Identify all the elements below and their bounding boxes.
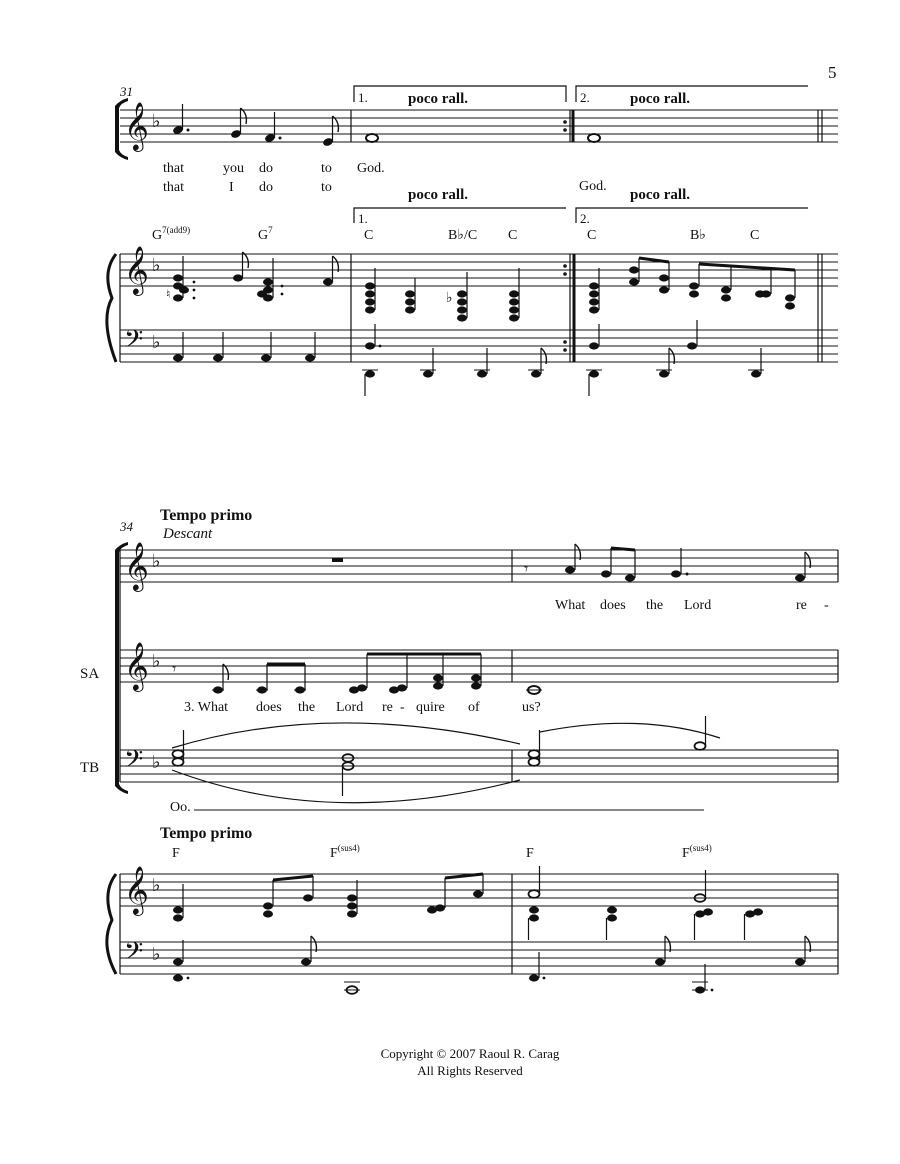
flat-key-signature-icon: ♭ bbox=[152, 752, 161, 773]
whole-note bbox=[526, 686, 542, 694]
chord-symbol: C bbox=[364, 228, 374, 243]
slur bbox=[172, 723, 520, 748]
chord-symbol: $F^{(sus4)}$ bbox=[330, 843, 360, 861]
tb-lyric-oo: Oo. bbox=[170, 800, 191, 815]
sa-lyrics bbox=[184, 700, 541, 715]
chord-symbol: C bbox=[750, 228, 760, 243]
lyric-syllable: of bbox=[468, 700, 480, 715]
staff-label-tb: TB bbox=[80, 760, 100, 776]
half-note-chord bbox=[529, 730, 540, 766]
chord-symbol: C bbox=[508, 228, 518, 243]
tempo-primo-marking: Tempo primo bbox=[160, 825, 253, 842]
bass-clef-icon: 𝄢 bbox=[124, 745, 144, 780]
piano-chord bbox=[257, 258, 283, 302]
note bbox=[601, 570, 611, 577]
chord-symbol: $G^{7(add9)}$ bbox=[152, 225, 191, 243]
lyric-hyphen: - bbox=[824, 598, 829, 613]
piano-beamed-chords bbox=[629, 258, 669, 294]
tb-staff bbox=[120, 716, 838, 803]
poco-rall-marking: poco rall. bbox=[630, 187, 690, 203]
lyric-syllable: Lord bbox=[684, 598, 712, 613]
lyric-hyphen: - bbox=[400, 700, 405, 715]
lyric-syllable: to bbox=[321, 161, 332, 176]
lyric-syllable: us? bbox=[522, 700, 541, 715]
piano-note bbox=[323, 256, 338, 286]
descant-lyrics bbox=[555, 598, 829, 613]
piano-note bbox=[233, 252, 248, 282]
lyric-syllable: re bbox=[796, 598, 807, 613]
descant-staff bbox=[120, 541, 838, 592]
lyric-syllable: the bbox=[298, 700, 316, 715]
piano-staff-1 bbox=[107, 245, 838, 396]
lyric-syllable: that bbox=[163, 161, 184, 176]
poco-rall-marking: poco rall. bbox=[630, 91, 690, 107]
lyric-syllable: quire bbox=[416, 700, 445, 715]
eighth-rest-icon: 𝄾 bbox=[524, 559, 529, 578]
copyright-notice: Copyright © 2007 Raoul R. Carag bbox=[380, 1046, 560, 1061]
lyric-syllable: God. bbox=[357, 161, 385, 176]
ending-1-label: 1. bbox=[358, 90, 368, 105]
note bbox=[795, 574, 805, 581]
descant-label: Descant bbox=[163, 526, 213, 542]
flat-key-signature-icon: ♭ bbox=[152, 111, 161, 132]
system-1 bbox=[107, 84, 838, 396]
note bbox=[565, 566, 575, 573]
half-note-chord bbox=[343, 754, 354, 796]
beamed-notes bbox=[256, 664, 306, 694]
piano-chord bbox=[446, 272, 467, 322]
lyric-syllable: God. bbox=[579, 179, 607, 194]
piano-chord bbox=[589, 268, 599, 314]
chord-symbol: C bbox=[587, 228, 597, 243]
flat-key-signature-icon: ♭ bbox=[152, 944, 161, 965]
chord-symbols-2 bbox=[172, 843, 712, 861]
note bbox=[264, 112, 281, 143]
lyric-syllable: does bbox=[256, 700, 282, 715]
slur bbox=[540, 723, 720, 738]
lyric-syllable: 3. What bbox=[184, 700, 229, 715]
treble-clef-icon: 𝄞 bbox=[124, 101, 149, 150]
measure-number-31: 31 bbox=[120, 84, 133, 99]
piano-chord bbox=[405, 278, 415, 314]
lyric-syllable: Lord bbox=[336, 700, 364, 715]
note bbox=[671, 570, 681, 577]
chord-symbol: B♭ bbox=[690, 228, 706, 243]
lyric-syllable: to bbox=[321, 180, 332, 195]
poco-rall-marking: poco rall. bbox=[408, 187, 468, 203]
flat-key-signature-icon: ♭ bbox=[152, 332, 161, 353]
eighth-rest-icon: 𝄾 bbox=[172, 659, 177, 678]
flat-key-signature-icon: ♭ bbox=[152, 551, 161, 572]
ending-2-label: 2. bbox=[580, 90, 590, 105]
note bbox=[212, 664, 228, 694]
chord-symbol: $F^{(sus4)}$ bbox=[682, 843, 712, 861]
bass-octave bbox=[362, 324, 381, 396]
poco-rall-marking: poco rall. bbox=[408, 91, 468, 107]
bass-octave bbox=[586, 324, 602, 396]
piano-beamed-chords bbox=[689, 264, 795, 310]
lyric-syllable: does bbox=[600, 598, 626, 613]
piano-chord bbox=[509, 268, 519, 322]
lyric-syllable: re bbox=[382, 700, 393, 715]
bass-note bbox=[213, 354, 223, 361]
lyric-syllable: I bbox=[229, 180, 234, 195]
measure-number-34: 34 bbox=[120, 519, 133, 534]
treble-clef-icon: 𝄞 bbox=[124, 641, 149, 690]
svg-text:♭: ♭ bbox=[446, 290, 453, 306]
svg-text:♮: ♮ bbox=[166, 287, 171, 301]
chord-symbol: B♭/C bbox=[448, 228, 478, 243]
ending-2-label: 2. bbox=[580, 211, 590, 226]
lyric-syllable: you bbox=[223, 161, 244, 176]
system-2 bbox=[80, 507, 838, 994]
bass-chord bbox=[173, 940, 189, 982]
sa-staff bbox=[120, 641, 838, 694]
whole-note bbox=[366, 134, 378, 142]
note bbox=[172, 104, 189, 135]
piano-chord bbox=[166, 256, 195, 302]
chord-symbol: $G^7$ bbox=[258, 225, 273, 243]
flat-key-signature-icon: ♭ bbox=[152, 651, 161, 672]
piano-voicing bbox=[529, 866, 764, 940]
piano-chord bbox=[347, 880, 357, 918]
piano-chord bbox=[365, 268, 375, 314]
page-number: 5 bbox=[828, 63, 837, 82]
bass-clef-icon: 𝄢 bbox=[124, 325, 144, 360]
piano-staff-2 bbox=[107, 865, 838, 994]
ending-brackets-voice bbox=[354, 86, 808, 107]
treble-clef-icon: 𝄞 bbox=[124, 245, 149, 294]
lyric-syllable: do bbox=[259, 161, 273, 176]
lyrics-verse-2 bbox=[163, 179, 607, 195]
ending-1-label: 1. bbox=[358, 211, 368, 226]
voice-staff-1 bbox=[120, 101, 838, 152]
rights-notice: All Rights Reserved bbox=[417, 1063, 523, 1078]
treble-clef-icon: 𝄞 bbox=[124, 865, 149, 914]
bass-note bbox=[261, 354, 271, 361]
whole-rest-icon bbox=[332, 558, 343, 562]
chord-symbol: F bbox=[526, 846, 534, 861]
tempo-primo-marking: Tempo primo bbox=[160, 507, 253, 524]
lyric-syllable: do bbox=[259, 180, 273, 195]
chord-symbols-1 bbox=[152, 225, 759, 243]
bass-note bbox=[305, 354, 315, 361]
chord-symbol: F bbox=[172, 846, 180, 861]
lyric-syllable: that bbox=[163, 180, 184, 195]
flat-key-signature-icon: ♭ bbox=[152, 875, 161, 896]
whole-note bbox=[588, 134, 600, 142]
note bbox=[625, 574, 635, 581]
staff-label-sa: SA bbox=[80, 666, 100, 682]
flat-key-signature-icon: ♭ bbox=[152, 255, 161, 276]
lyric-syllable: the bbox=[646, 598, 664, 613]
slur bbox=[172, 770, 520, 803]
lyrics-verse-1 bbox=[163, 161, 385, 176]
treble-clef-icon: 𝄞 bbox=[124, 541, 149, 590]
piano-beamed-chords bbox=[427, 874, 483, 914]
bass-clef-icon: 𝄢 bbox=[124, 937, 144, 972]
lyric-syllable: What bbox=[555, 598, 586, 613]
bass-note bbox=[173, 354, 183, 361]
